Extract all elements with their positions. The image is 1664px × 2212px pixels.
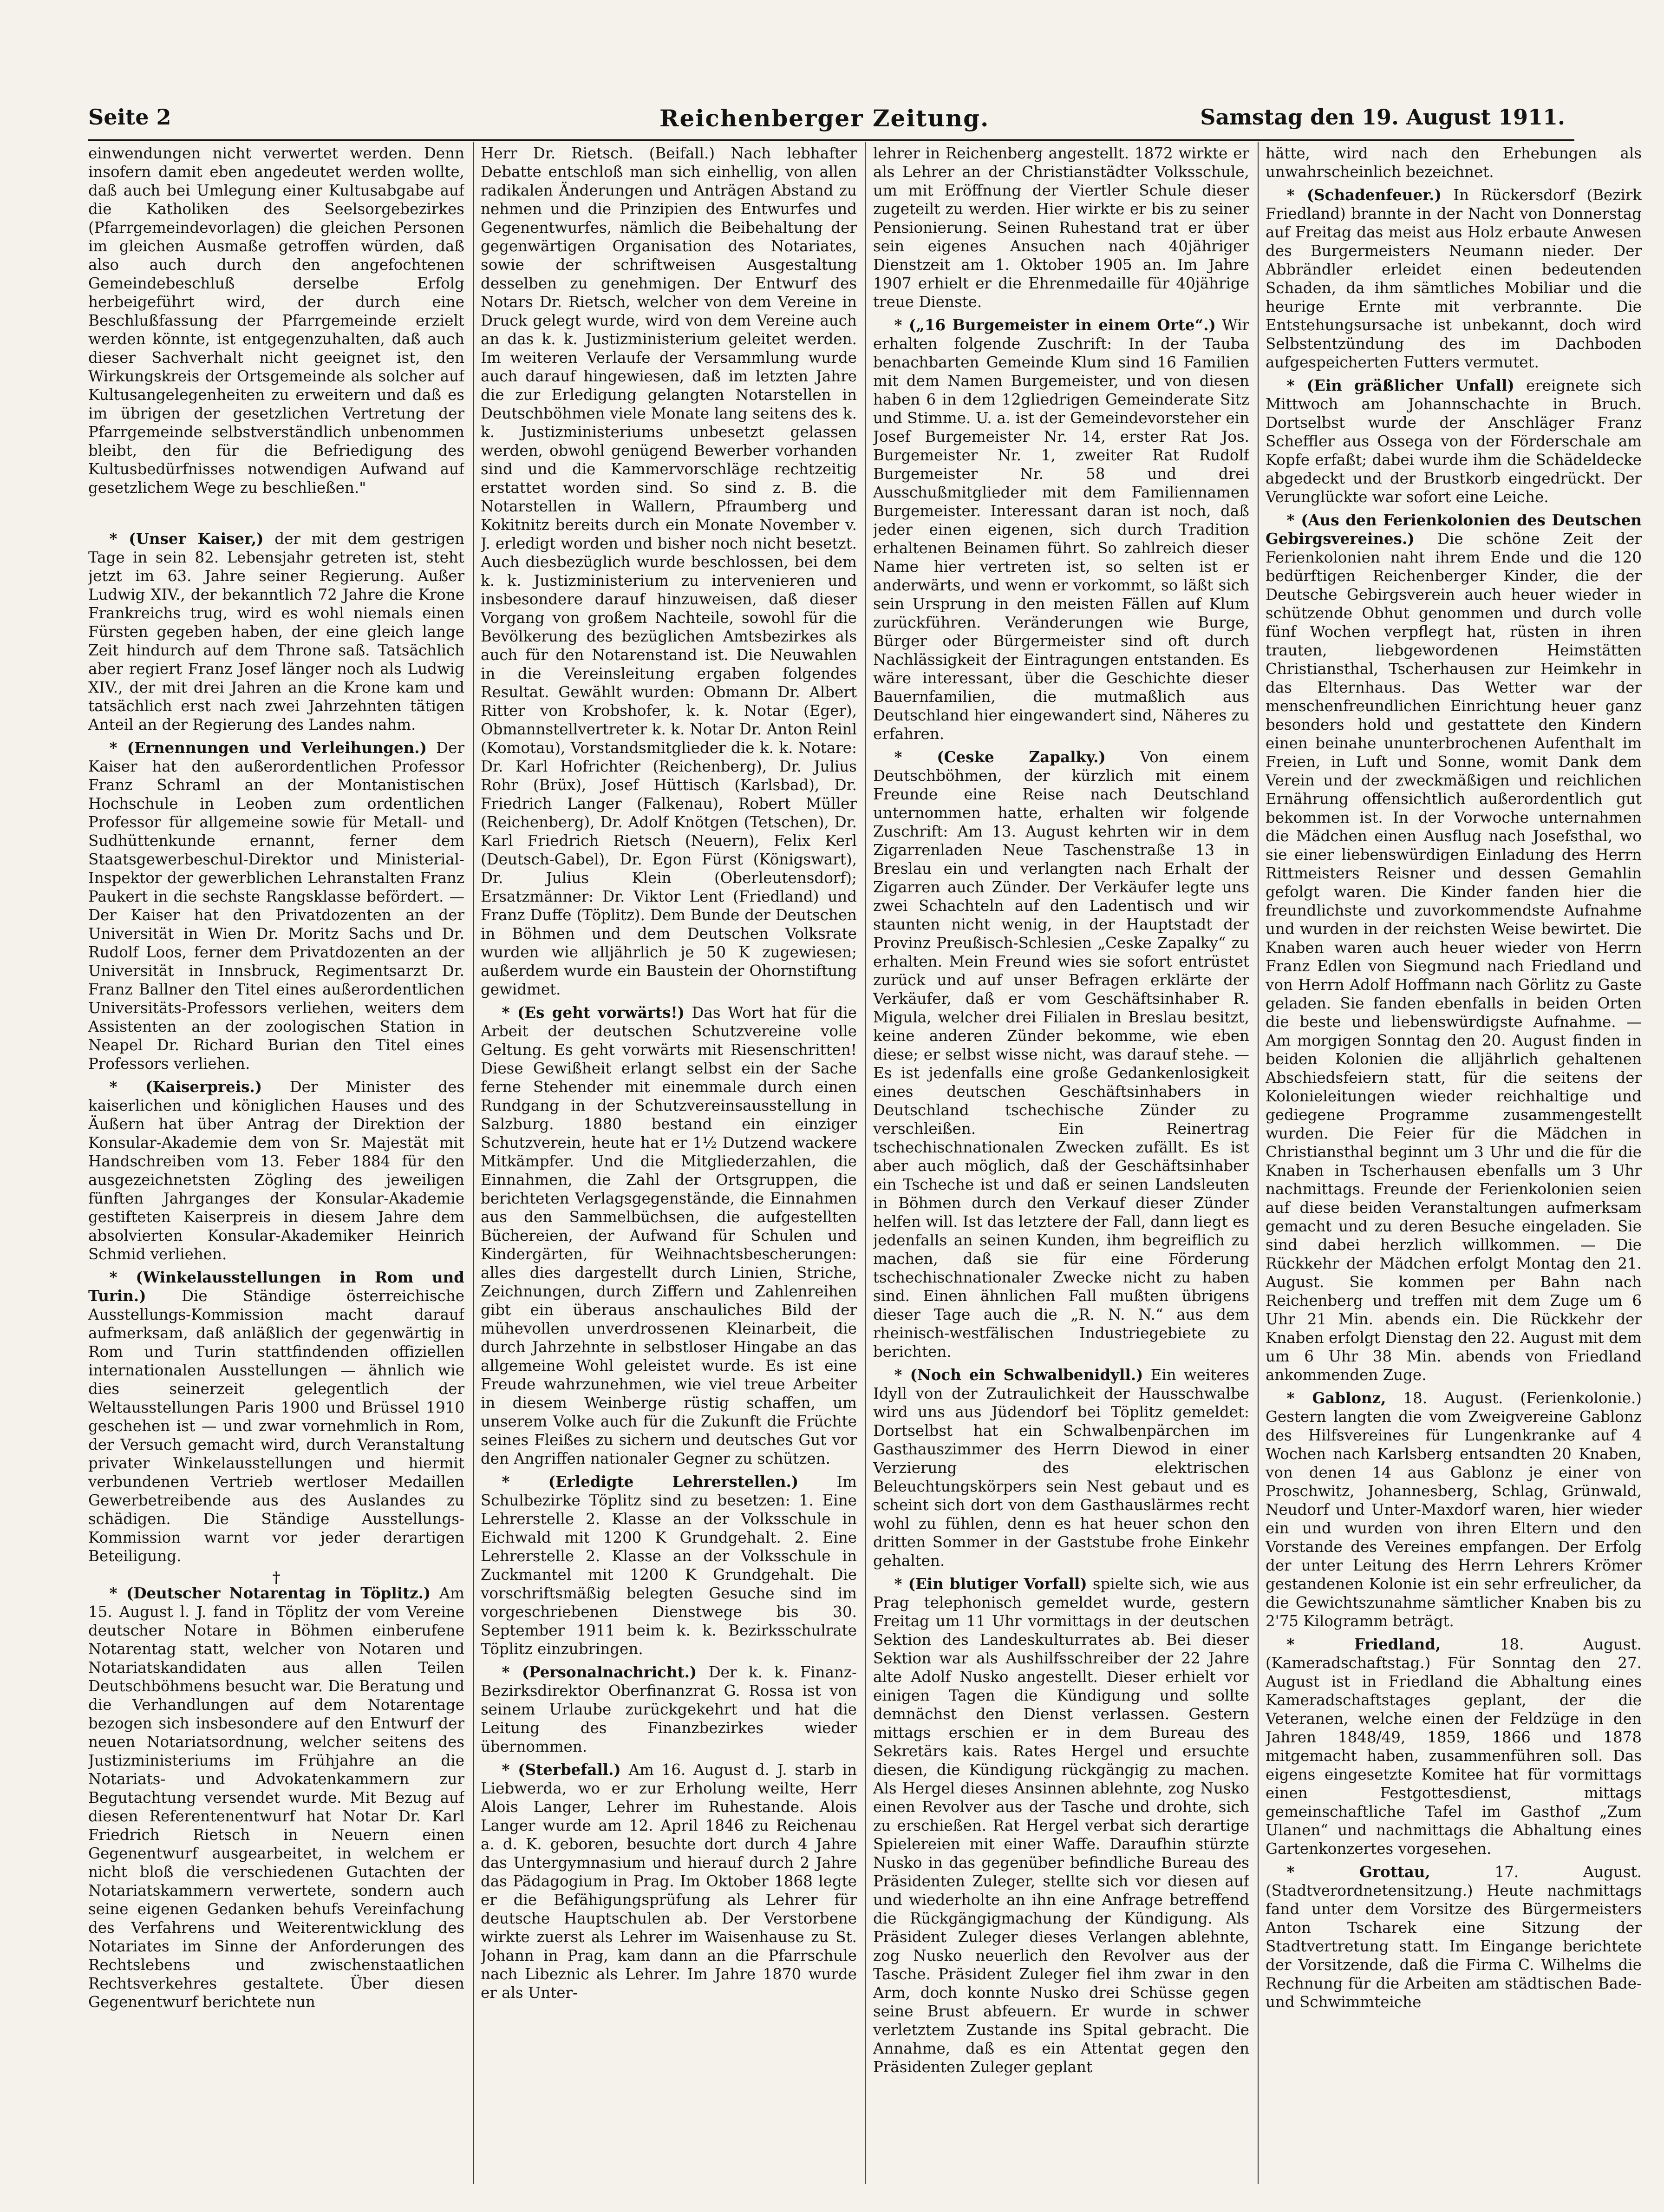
article-headline: („16 Burgemeister in einem Orte“.) xyxy=(908,316,1216,334)
article-continuation xyxy=(873,144,1249,311)
article-body: Der Kaiser hat den außerordentlichen Professor Franz Schraml an der Montanistischen Hochschule in Leoben zum ordentlichen Professor für allgemeine sowie für Metall- und Sudhüttenkunde ernannt, ferner dem Staatsgewerbeschul-Direktor und Ministerial-Inspektor der gewerblichen Lehranstalten Franz Paukert in die sechste Rangsklasse befördert. — Der Kaiser hat den Privatdozenten an der Universität in Wien Dr. Moritz Sachs und Dr. Rudolf Loos, ferner dem Privatdozenten an der Universität in Innsbruck, Regimentsarzt Dr. Franz Ballner den Titel eines außerordentlichen Universitäts-Professors verliehen, weiters dem Assistenten an der zoologischen Station in Neapel Dr. Richard Burian den Titel eines Professors verliehen. xyxy=(88,739,464,1073)
article-star-marker: * xyxy=(1286,376,1307,394)
article-headline: (Sterbefall.) xyxy=(518,1760,621,1779)
article xyxy=(1266,511,1642,1384)
section-marker: † xyxy=(272,1568,281,1586)
article xyxy=(873,1575,1249,2076)
article-headline: (Ein gräßlicher Unfall) xyxy=(1306,376,1514,394)
article xyxy=(88,1268,464,1565)
article xyxy=(1266,1389,1642,1630)
article-body: 17. August. (Stadtverordnetensitzung.) Heute nachmittags fand unter dem Vorsitze des Bürgermeisters Anton Tscharek eine Sitzung der Stadtvertretung statt. Im Eingange berichtete der Vorsitzende, daß die Firma C. Wilhelms die Rechnung für die Arbeiten am städtischen Bade- und Schwimmteiche xyxy=(1266,1863,1642,2011)
article-continuation xyxy=(1266,144,1642,181)
article-headline: (Kaiserpreis.) xyxy=(145,1078,262,1096)
article-headline: Grottau, xyxy=(1359,1863,1430,1881)
article-body: lehrer in Reichenberg angestellt. 1872 wirkte er als Lehrer an der Christianstädter Volksschule, um mit Eröffnung der Viertler Schule dieser zugeteilt zu werden. Hier wirkte er bis zu seiner Pensionierung. Seinen Ruhestand trat er über sein eigenes Ansuchen nach 40jähriger Dienstzeit am 1. Oktober 1905 an. Im Jahre 1907 erhielt er die Ehrenmedaille für 40jährige treue Dienste. xyxy=(873,144,1249,311)
header-rule xyxy=(88,139,1574,141)
newspaper-title: Reichenberger Zeitung. xyxy=(659,105,990,132)
article-star-marker: * xyxy=(1286,1863,1360,1881)
article-star-marker: * xyxy=(502,1472,548,1491)
article xyxy=(873,1366,1249,1570)
article-star-marker: * xyxy=(1286,1389,1312,1407)
column-3 xyxy=(873,144,1249,2175)
article-headline: (Aus den Ferienkolonien des Deutschen Gebirgsvereines.) xyxy=(1266,511,1642,548)
article-star-marker: * xyxy=(109,739,127,757)
article-body: Wir erhalten folgende Zuschrift: In der Tauba benachbarten Gemeinde Klum sind 16 Familien mit dem Namen Burgemeister, und von diesen haben 6 in dem 12gliedrigen Gemeinderate Sitz und Stimme. U. a. ist der Gemeindevorsteher ein Josef Burgemeister Nr. 14, erster Rat Jos. Burgemeister Nr. 1, zweiter Rat Rudolf Burgemeister Nr. 58 und drei Ausschußmitglieder mit dem Familiennamen Burgemeister. Interessant daran ist noch, daß jeder einen eigenen, sich durch Tradition erhaltenen Beinamen führt. So zahlreich dieser Name hier vertreten ist, so selten ist er anderwärts, und wenn er vorkommt, so läßt sich sein Ursprung in den meisten Fällen auf Klum zurückführen. Veränderungen wie Burge, Bürger oder Bürgermeister sind oft durch Nachlässigkeit der Eintragungen entstanden. Es wäre interessant, über die Geschichte dieser Bauernfamilien, die mutmaßlich aus Deutschland hier eingewandert sind, Näheres zu erfahren. xyxy=(873,316,1249,743)
article-star-marker: * xyxy=(502,1003,517,1021)
article-star-marker: * xyxy=(894,1575,908,1593)
article-body: ereignete sich Mittwoch am Johannschachte in Bruch. Dortselbst wurde der Anschläger Franz Scheffler aus Ossega von der Förderschale am Kopfe erfaßt; dabei wurde ihm die Schädeldecke abgedeckt und der Brustkorb eingedrückt. Der Verunglückte war sofort eine Leiche. xyxy=(1266,377,1642,506)
article-body: Der Minister des kaiserlichen und königlichen Hauses und des Äußern hat über Antrag der Direktion der Konsular-Akademie dem von Sr. Majestät mit Handschreiben vom 13. Feber 1884 für den ausgezeichnetsten Zögling des jeweiligen fünften Jahrganges der Konsular-Akademie gestifteten Kaiserpreis in diesem Jahre dem absolvierten Konsular-Akademiker Heinrich Schmid verliehen. xyxy=(88,1078,464,1263)
article xyxy=(1266,186,1642,372)
article-star-marker: * xyxy=(894,1366,910,1384)
article-body: Der k. k. Finanz-Bezirksdirektor Oberfinanzrat G. Rossa ist von seinem Urlaube zurückgekehrt und hat die Leitung des Finanzbezirkes wieder übernommen. xyxy=(481,1663,857,1755)
article xyxy=(481,1003,857,1468)
article-body: Von einem Deutschböhmen, der kürzlich mit einem Freunde eine Reise nach Deutschland unternommen hatte, erhalten wir folgende Zuschrift: Am 13. August kehrten wir in dem Zigarrenladen Neue Taschenstraße 13 in Breslau ein und verlangten nach Erhalt der Zigarren auch Zünder. Der Verkäufer legte uns zwei Schachteln auf den Ladentisch und wir staunten nicht wenig, in der Hauptstadt der Provinz Preußisch-Schlesien „Ceske Zapalky“ zu erhalten. Mein Freund wies sie sofort entrüstet zurück und auf unser Befragen erklärte der Verkäufer, daß er vom Geschäftsinhaber R. Migula, welcher drei Filialen in Breslau besitzt, keine anderen Zünder bekomme, wie eben diese; er selbst wisse nicht, was darauf stehe. — Es ist jedenfalls eine große Gedankenlosigkeit eines deutschen Geschäftsinhabers in Deutschland tschechische Zünder zu verschleißen. Ein Reinertrag tschechischnationalen Zwecken zufällt. Es ist aber auch möglich, daß der Geschäftsinhaber ein Tscheche ist und daß er seinen Landsleuten in Böhmen durch den Verkauf dieser Zünder helfen will. Ist das letztere der Fall, dann liegt es jedenfalls an seinen Kunden, ihm begreiflich zu machen, daß sie für eine Förderung tschechischnationaler Zwecke nicht zu haben sind. Einen ähnlichen Fall mußten übrigens dieser Tage auch die „R. N. N.“ aus dem rheinisch-westfälischen Industriegebiete zu berichten. xyxy=(873,748,1249,1361)
article xyxy=(88,1078,464,1263)
article xyxy=(481,1663,857,1756)
article-star-marker: * xyxy=(109,530,129,548)
article xyxy=(88,739,464,1073)
article-body: hätte, wird nach den Erhebungen als unwahrscheinlich bezeichnet. xyxy=(1266,144,1642,181)
article-body: Im Schulbezirke Töplitz sind zu besetzen: 1. Eine Lehrerstelle 2. Klasse an der Volksschule in Eichwald mit 1200 K Grundgehalt. 2. Eine Lehrerstelle 2. Klasse an der Volksschule in Zuckmantel mit 1200 K Grundgehalt. Die vorschriftsmäßig belegten Gesuche sind im vorgeschriebenen Dienstwege bis 30. September 1911 beim k. k. Bezirksschulrate Töplitz einzubringen. xyxy=(481,1473,857,1658)
article-body: der mit dem gestrigen Tage in sein 82. Lebensjahr getreten ist, steht jetzt im 63. Jahre seiner Regierung. Außer Ludwig XIV., der bekanntlich 72 Jahre die Krone Frankreichs trug, wird es wohl niemals einen Fürsten gegeben haben, der eine gleich lange Zeit hindurch auf dem Throne saß. Tatsächlich aber regiert Franz Josef länger noch als Ludwig XIV., der mit drei Jahren an die Krone kam und tatsächlich erst nach zwei Jahrzehnten tätigen Anteil an der Regierung des Landes nahm. xyxy=(88,530,464,733)
article-star-marker: * xyxy=(109,1078,146,1096)
article-headline: (Ernennungen und Verleihungen.) xyxy=(127,739,427,757)
column-2 xyxy=(481,144,857,2175)
article-headline: (Schadenfeuer.) xyxy=(1306,186,1442,204)
article xyxy=(873,316,1249,743)
article-body: Das Wort hat für die Arbeit der deutschen Schutzvereine volle Geltung. Es geht vorwärts mit Riesenschritten! Diese Gewißheit erlangt selbst ein der Sache ferne Stehender mit einemmale durch einen Rundgang in der Schutzvereinsausstellung in Salzburg. 1880 bestand ein einziger Schutzverein, heute hat er 1½ Dutzend wackere Mitkämpfer. Und die Mitgliederzahlen, die Einnahmen, die Zahl der Ortsgruppen, die berichteten Verlagsgegenstände, die Einnahmen aus den Sammelbüchsen, die aufgestellten Büchereien, der Aufwand für Schulen und Kindergärten, für Weihnachtsbescherungen: alles dies dargestellt durch Linien, Striche, Zeichnungen, durch Ziffern und Zahlenreihen gibt ein überaus anschauliches Bild der mühevollen unverdrossenen Kleinarbeit, die durch Jahrzehnte in selbstloser Hingabe an das allgemeine Wohl geleistet wurde. Es ist eine Freude wahrzunehmen, wie viel treue Arbeiter in diesem Weinberge rüstig schaffen, um unserem Volke auch für die Zukunft die Früchte seines Fleißes zu sichern und deutsches Gut vor den Angriffen nationaler Gegner zu schützen. xyxy=(481,1004,857,1467)
article xyxy=(88,1584,464,2011)
article-star-marker: * xyxy=(109,1268,136,1286)
article-body: Herr Dr. Rietsch. (Beifall.) Nach lebhafter Debatte entschloß man sich einhellig, von allen radikalen Änderungen und Anträgen Abstand zu nehmen und die Prinzipien des Entwurfes und Gegenentwurfes, nämlich die Beibehaltung der gegenwärtigen Organisation des Notariates, sowie der schriftweisen Ausgestaltung desselben zu genehmigen. Der Entwurf des Notars Dr. Rietsch, welcher von dem Vereine in Druck gelegt wurde, wird von dem Vereine auch an das k. k. Justizministerium geleitet werden. Im weiteren Verlaufe der Versammlung wurde auch darauf hingewiesen, daß im letzten Jahre die zur Erledigung gelangten Notarstellen in Deutschböhmen viele Monate lang seitens des k. k. Justizministeriums unbesetzt gelassen werden, obwohl genügend Bewerber vorhanden sind und die Kammervorschläge rechtzeitig erstattet worden sind. So sind z. B. die Notarstellen in Wallern, Pfraumberg und Kokitnitz bereits durch ein Monate November v. J. erledigt worden und bisher noch nicht besetzt. Auch diesbezüglich wurde beschlossen, bei dem k. k. Justizministerium zu intervenieren und insbesondere darauf hinzuweisen, daß dieser Vorgang von großem Nachteile, sowohl für die Bevölkerung des bezüglichen Amtsbezirkes als auch für den Notarenstand ist. Die Neuwahlen in die Vereinsleitung ergaben folgendes Resultat. Gewählt wurden: Obmann Dr. Albert Ritter von Krobshofer, k. k. Notar (Eger), Obmannstellvertreter k. k. Notar Dr. Anton Reinl (Komotau), Vorstandsmitglieder die k. k. Notare: Dr. Karl Hofrichter (Reichenberg), Dr. Julius Rohr (Brüx), Josef Hüttisch (Karlsbad), Dr. Friedrich Langer (Falkenau), Robert Müller (Reichenberg), Dr. Adolf Knötgen (Tetschen), Dr. Karl Friedrich Rietsch (Neuern), Felix Kerl (Deutsch-Gabel), Dr. Egon Fürst (Königswart), Dr. Julius Klein (Oberleutensdorf); Ersatzmänner: Dr. Viktor Lent (Friedland) und Franz Duffe (Töplitz). Dem Bunde der Deutschen in Böhmen und dem Deutschen Volksrate wurden wie alljährlich je 50 K zugewiesen; außerdem wurde ein Baustein der Ohornstiftung gewidmet. xyxy=(481,144,857,998)
article-star-marker: * xyxy=(1286,511,1301,529)
article-continuation xyxy=(481,144,857,999)
article-body: 18. August. (Ferienkolonie.) Gestern langten die vom Zweigvereine Gablonz des Hilfsvereines für Lungenkranke auf 4 Wochen nach Karlsberg entsandten 20 Knaben, von denen 14 aus Gablonz je einer von Proschwitz, Johannesberg, Schlag, Grünwald, Neudorf und Unter-Maxdorf waren, hier wieder ein und wurden von ihren Eltern und den Vorstande des Vereines empfangen. Der Erfolg der unter Leitung des Herrn Lehrers Krömer gestandenen Kolonie ist ein sehr erfreulicher, da die Gewichtszunahme sämtlicher Knaben bis zu 2'75 Kilogramm beträgt. xyxy=(1266,1389,1642,1630)
column-divider xyxy=(865,142,866,2184)
article-star-marker: * xyxy=(502,1663,522,1681)
article-star-marker: * xyxy=(1286,1635,1354,1653)
article-star-marker: * xyxy=(894,748,937,766)
article-spacer xyxy=(88,502,464,530)
article-headline: (Noch ein Schwalbenidyll.) xyxy=(910,1366,1143,1384)
article xyxy=(481,1760,857,2002)
article xyxy=(1266,1863,1642,2011)
article-star-marker: * xyxy=(109,1584,126,1602)
article xyxy=(481,1472,857,1658)
article-body: Die schöne Zeit der Ferienkolonien naht ihrem Ende und die 120 bedürftigen Reichenberger Kinder, die der Deutsche Gebirgsverein auch heuer wieder in schützende Obhut genommen und durch volle fünf Wochen verpflegt hat, rüsten in ihren trauten, liebgewordenen Heimstätten Christiansthal, Tscherhausen zur Heimkehr in das Elternhaus. Das Wetter war der menschenfreundlichen Einrichtung heuer ganz besonders hold und gestattete den Kindern einen beinahe ununterbrochenen Aufenthalt im Freien, in Luft und Sonne, womit Dank dem Verein und der zweckmäßigen und reichlichen Ernährung offensichtlich außerordentlich gut bekommen ist. In der Vorwoche unternahmen die Mädchen einen Ausflug nach Josefsthal, wo sie einer liebenswürdigen Einladung des Herrn Rittmeisters Reisner und dessen Gemahlin gefolgt waren. Die Kinder fanden hier die freundlichste und zuvorkommendste Aufnahme und wurden in der reichsten Weise bewirtet. Die Knaben waren auch heuer wieder von Herrn Franz Edlen von Siegmund nach Friedland und von Herrn Adolf Hoffmann nach Görlitz zu Gaste geladen. Sie fanden ebenfalls in beiden Orten die beste und liebenswürdigste Aufnahme. — Am morgigen Sonntag den 20. August finden in beiden Kolonien die alljährlich gehaltenen Abschiedsfeiern statt, für die seitens der Kolonieleitungen wieder reichhaltige und gediegene Programme zusammengestellt wurden. Die Feier für die Mädchen in Christiansthal beginnt um 3 Uhr und die für die Knaben in Tscherhausen ebenfalls um 3 Uhr nachmittags. Freunde der Ferienkolonien seien auf diese beiden Veranstaltungen aufmerksam gemacht und zu deren Besuche eingeladen. Sie sind dabei herzlich willkommen. — Die Rückkehr der Mädchen erfolgt Montag den 21. August. Sie kommen per Bahn nach Reichenberg und treffen mit dem Zuge um 6 Uhr 21 Min. abends ein. Die Rückkehr der Knaben erfolgt Dienstag den 22. August mit dem um 6 Uhr 38 Min. abends von Friedland ankommenden Zuge. xyxy=(1266,530,1642,1384)
column-1 xyxy=(88,144,464,2175)
article-headline: (Deutscher Notarentag in Töplitz.) xyxy=(126,1584,431,1602)
article-body: Am 15. August l. J. fand in Töplitz der vom Vereine deutscher Notare in Böhmen einberufene Notarentag statt, welcher von Notaren und Notariatskandidaten aus allen Teilen Deutschböhmens besucht war. Die Beratung und die Verhandlungen auf dem Notarentage bezogen sich insbesondere auf den Entwurf der neuen Notariatsordnung, welcher seitens des Justizministeriums im Frühjahre an die Notariats- und Advokatenkammern zur Begutachtung versendet wurde. Mit Bezug auf diesen Referentenentwurf hat Notar Dr. Karl Friedrich Rietsch in Neuern einen Gegenentwurf ausgearbeitet, in welchem er nicht bloß die verschiedenen Gutachten der Notariatskammern verwertete, sondern auch seine eigenen Gedanken behufs Vereinfachung des Verfahrens und Weiterentwicklung des Notariates im Sinne der Anforderungen des Rechtslebens und zwischenstaatlichen Rechtsverkehres gestaltete. Über diesen Gegenentwurf berichtete nun xyxy=(88,1584,464,2011)
column-divider xyxy=(473,142,474,2184)
article-body: Die Ständige österreichische Ausstellungs-Kommission macht darauf aufmerksam, daß anläßlich der gegenwärtig in Rom und Turin stattfindenden offiziellen internationalen Ausstellungen — ähnlich wie dies seinerzeit gelegentlich der Weltausstellungen Paris 1900 und Brüssel 1910 geschehen ist — und zwar vornehmlich in Rom, der Versuch gemacht wird, durch Veranstaltung privater Winkelausstellungen und hiermit verbundenen Vertrieb wertloser Medaillen Gewerbetreibende aus des Auslandes zu schädigen. Die Ständige Ausstellungs-Kommission warnt vor jeder derartigen Beteiligung. xyxy=(88,1287,464,1565)
article-headline: (Winkelausstellungen in Rom und Turin.) xyxy=(88,1268,464,1305)
column-4 xyxy=(1266,144,1642,2175)
article-body: Ein weiteres Idyll von der Zutraulichkeit der Hausschwalbe wird uns aus Jüdendorf bei Töplitz gemeldet: Dortselbst hat ein Schwalbenpärchen im Gasthauszimmer des Herrn Diewod in einer Verzierung des elektrischen Beleuchtungskörpers sein Nest gebaut und es scheint sich dort von dem Gasthauslärmes recht wohl zu fühlen, denn es hat heuer schon den dritten Sommer in der Gaststube frohe Einkehr gehalten. xyxy=(873,1366,1249,1570)
article-headline: (Unser Kaiser,) xyxy=(129,530,264,548)
article-headline: (Es geht vorwärts!) xyxy=(517,1003,685,1021)
article-headline: (Ceske Zapalky.) xyxy=(937,748,1106,766)
article-body: einwendungen nicht verwertet werden. Denn insofern damit eben angedeutet werden wollte, daß auch bei Umlegung einer Kultusabgabe auf die Katholiken des Seelsorgebezirkes (Pfarrgemeindevorlagen) die gleichen Personen im gleichen Ausmaße getroffen würden, daß also auch durch den angefochtenen Gemeindebeschluß derselbe Erfolg herbeigeführt wird, der durch eine Beschlußfassung der Pfarrgemeinde erzielt werden könnte, ist entgegenzuhalten, daß auch dieser Sachverhalt nicht geeignet ist, den Wirkungskreis der Ortsgemeinde als solcher auf Kultusangelegenheiten zu erweitern und daß es im übrigen der gesetzlichen Vertretung der Pfarrgemeinde selbstverständlich unbenommen bleibt, den für die Befriedigung des Kultusbedürfnisses notwendigen Aufwand auf gesetzlichem Wege zu beschließen." xyxy=(88,144,464,497)
page-number: Seite 2 xyxy=(88,105,171,130)
article-headline: Friedland, xyxy=(1354,1635,1441,1653)
article-headline: (Ein blutiger Vorfall) xyxy=(908,1575,1087,1593)
article xyxy=(1266,376,1642,506)
article-headline: (Personalnachricht.) xyxy=(522,1663,697,1681)
article-body: In Rückersdorf (Bezirk Friedland) brannte in der Nacht von Donnerstag auf Freitag das meist aus Holz erbaute Anwesen des Burgermeisters Neumann nieder. Der Abbrändler erleidet einen bedeutenden Schaden, da ihm sämtliches Mobiliar und die heurige Ernte mit verbrannte. Die Entstehungsursache ist unbekannt, doch wird Selbstentzündung des im Dachboden aufgespeicherten Futters vermutet. xyxy=(1266,186,1642,371)
article-headline: (Erledigte Lehrerstellen.) xyxy=(548,1472,799,1491)
article xyxy=(873,748,1249,1361)
article-star-marker: * xyxy=(894,316,909,334)
article-headline: Gablonz, xyxy=(1312,1389,1386,1407)
article-body: Am 16. August d. J. starb in Liebwerda, wo er zur Erholung weilte, Herr Alois Langer, Lehrer im Ruhestande. Alois Langer wurde am 12. April 1846 zu Reichenau a. d. K. geboren, besuchte dort durch 4 Jahre das Untergymnasium und hierauf durch 2 Jahre das Pädagogium in Prag. Im Oktober 1868 legte er die Befähigungsprüfung als Lehrer für deutsche Hauptschulen ab. Der Verstorbene wirkte zuerst als Lehrer im Waisenhause zu St. Johann in Prag, kam dann an die Pfarrschule nach Libeznic als Lehrer. Im Jahre 1870 wurde er als Unter- xyxy=(481,1761,857,2002)
article xyxy=(88,530,464,734)
article-star-marker: * xyxy=(1286,186,1307,204)
article-body: 18. August. (Kameradschaftstag.) Für Sonntag den 27. August ist in Friedland die Abhaltung eines Kameradschaftstages geplant, der die Veteranen, welche einen der Feldzüge in den Jahren 1848/49, 1859, 1866 und 1878 mitgemacht haben, zusammenführen soll. Das eigens eingesetzte Komitee hat für vormittags einen Festgottesdienst, mittags gemeinschaftliche Tafel im Gasthof „Zum Ulanen“ und nachmittags die Abhaltung eines Gartenkonzertes vorgesehen. xyxy=(1266,1636,1642,1858)
article xyxy=(1266,1635,1642,1858)
page-header xyxy=(88,105,1565,137)
issue-date: Samstag den 19. August 1911. xyxy=(1200,105,1565,130)
article-star-marker: * xyxy=(502,1760,518,1779)
column-divider xyxy=(1258,142,1259,2184)
article-continuation xyxy=(88,144,464,497)
article-body: spielte sich, wie aus Prag telephonisch gemeldet wurde, gestern Freitag um 11 Uhr vormittags in der deutschen Sektion des Landeskulturrates ab. Bei dieser Sektion war als Aushilfsschreiber der 22 Jahre alte Adolf Nusko angestellt. Dieser erhielt vor einigen Tagen die Kündigung und sollte demnächst den Dienst verlassen. Gestern mittags erschien er in dem Bureau des Sekretärs kais. Rates Hergel und ersuchte diesen, die Kündigung rückgängig zu machen. Als Hergel dieses Ansinnen ablehnte, zog Nusko einen Revolver aus der Tasche und drohte, sich zu erschießen. Rat Hergel verbat sich derartige Spielereien mit einer Waffe. Daraufhin stürzte Nusko in das gegenüber befindliche Bureau des Präsidenten Zuleger, stellte sich vor diesen auf und wiederholte an ihn eine Anfrage betreffend die Rückgängigmachung der Kündigung. Als Präsident Zuleger dieses Verlangen ablehnte, zog Nusko neuerlich den Revolver aus der Tasche. Präsident Zuleger fiel ihm zwar in den Arm, doch konnte Nusko drei Schüsse gegen seine Brust abfeuern. Er wurde in schwer verletztem Zustande ins Spital gebracht. Die Annahme, daß es ein Attentat gegen den Präsidenten Zuleger geplant xyxy=(873,1575,1249,2076)
